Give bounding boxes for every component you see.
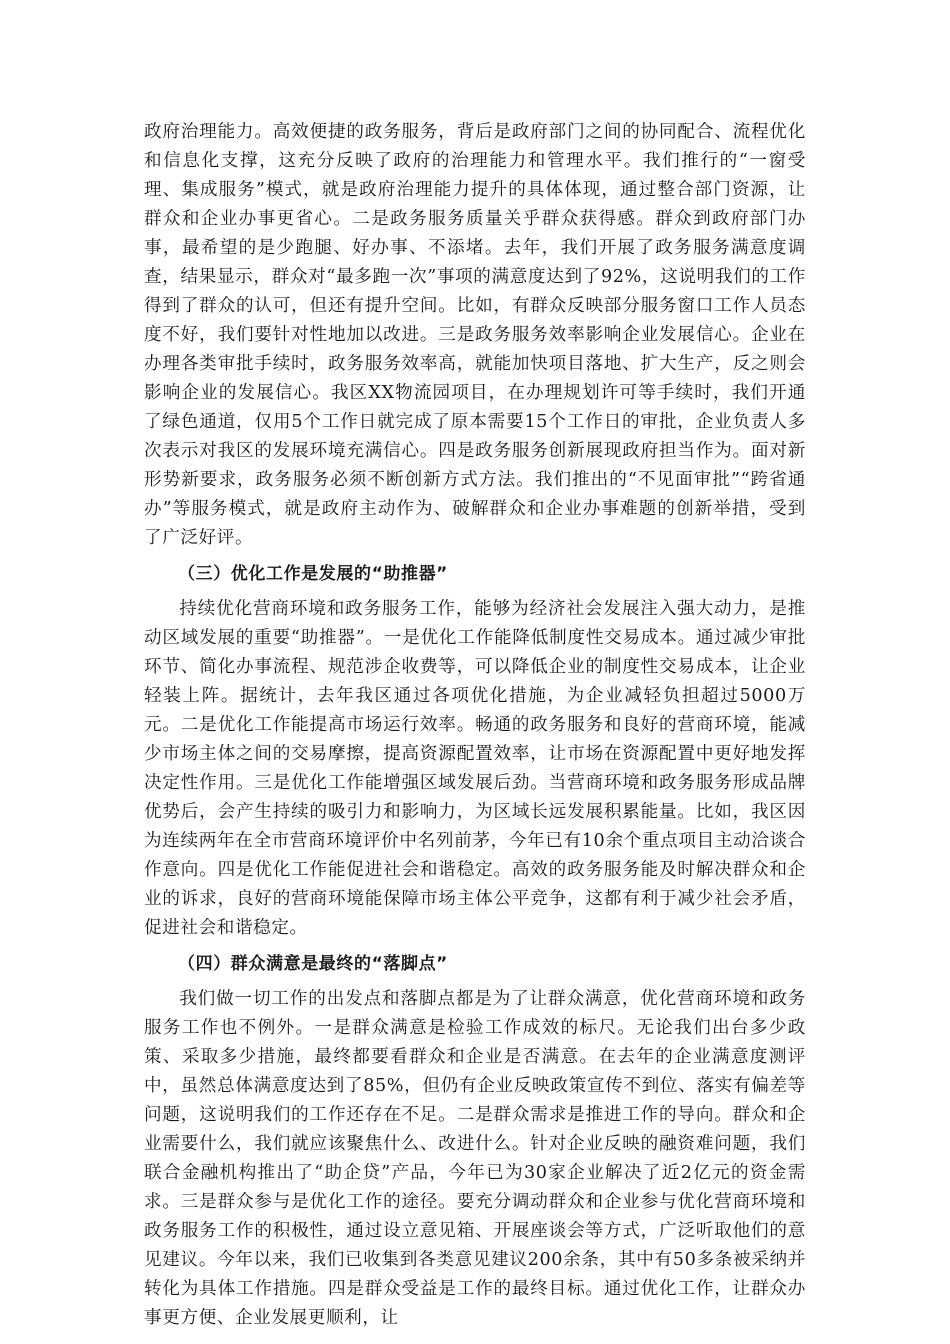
- paragraph-section-3: 持续优化营商环境和政务服务工作，能够为经济社会发展注入强大动力，是推动区域发展的重要“助推器”。一是优化工作能降低制度性交易成本。通过减少审批环节、简化办事流程、规范涉企收费等，可以降低企业的制度性交易成本，让企业轻装上阵。据统计，去年我区通过各项优化措施，为企业减轻负担超过5000万元。二是优化工作能提高市场运行效率。畅通的政务服务和良好的营商环境，能减少市场主体之间的交易摩擦，提高资源配置效率，让市场在资源配置中更好地发挥决定性作用。三是优化工作能增强区域发展后劲。当营商环境和政务服务形成品牌优势后，会产生持续的吸引力和影响力，为区域长远发展积累能量。比如，我区因为连续两年在全市营商环境评价中名列前茅，今年已有10余个重点项目主动洽谈合作意向。四是优化工作能促进社会和谐稳定。高效的政务服务能及时解决群众和企业的诉求，良好的营商环境能保障市场主体公平竞争，这都有利于减少社会矛盾，促进社会和谐稳定。: [144, 599, 806, 938]
- document-page: [144, 118, 806, 1333]
- paragraph-section-4: 我们做一切工作的出发点和落脚点都是为了让群众满意，优化营商环境和政务服务工作也不例外。一是群众满意是检验工作成效的标尺。无论我们出台多少政策、采取多少措施，最终都要看群众和企业是否满意。在去年的企业满意度测评中，虽然总体满意度达到了85%，但仍有企业反映政策宣传不到位、落实有偏差等问题，这说明我们的工作还存在不足。二是群众需求是推进工作的导向。群众和企业需要什么，我们就应该聚焦什么、改进什么。针对企业反映的融资难问题，我们联合金融机构推出了“助企贷”产品，今年已为30家企业解决了近2亿元的资金需求。三是群众参与是优化工作的途径。要充分调动群众和企业参与优化营商环境和政务服务工作的积极性，通过设立意见箱、开展座谈会等方式，广泛听取他们的意见建议。今年以来，我们已收集到各类意见建议200余条，其中有50多条被采纳并转化为具体工作措施。四是群众受益是工作的最终目标。通过优化工作，让群众办事更方便、企业发展更顺利，让: [144, 989, 806, 1328]
- section-heading-4: （四）群众满意是最终的“落脚点”: [178, 954, 448, 974]
- paragraph-continuation: 政府治理能力。高效便捷的政务服务，背后是政府部门之间的协同配合、流程优化和信息化支撑，这充分反映了政府的治理能力和管理水平。我们推行的“一窗受理、集成服务”模式，就是政府治理能力提升的具体体现，通过整合部门资源，让群众和企业办事更省心。二是政务服务质量关乎群众获得感。群众到政府部门办事，最希望的是少跑腿、好办事、不添堵。去年，我们开展了政务服务满意度调查，结果显示，群众对“最多跑一次”事项的满意度达到了92%，这说明我们的工作得到了群众的认可，但还有提升空间。比如，有群众反映部分服务窗口工作人员态度不好，我们要针对性地加以改进。三是政务服务效率影响企业发展信心。企业在办理各类审批手续时，政务服务效率高，就能加快项目落地、扩大生产，反之则会影响企业的发展信心。我区XX物流园项目，在办理规划许可等手续时，我们开通了绿色通道，仅用5个工作日就完成了原本需要15个工作日的审批，企业负责人多次表示对我区的发展环境充满信心。四是政务服务创新展现政府担当作为。面对新形势新要求，政务服务必须不断创新方式方法。我们推出的“不见面审批”“跨省通办”等服务模式，就是政府主动作为、破解群众和企业办事难题的创新举措，受到了广泛好评。: [144, 122, 806, 548]
- section-heading-3: （三）优化工作是发展的“助推器”: [178, 564, 448, 584]
